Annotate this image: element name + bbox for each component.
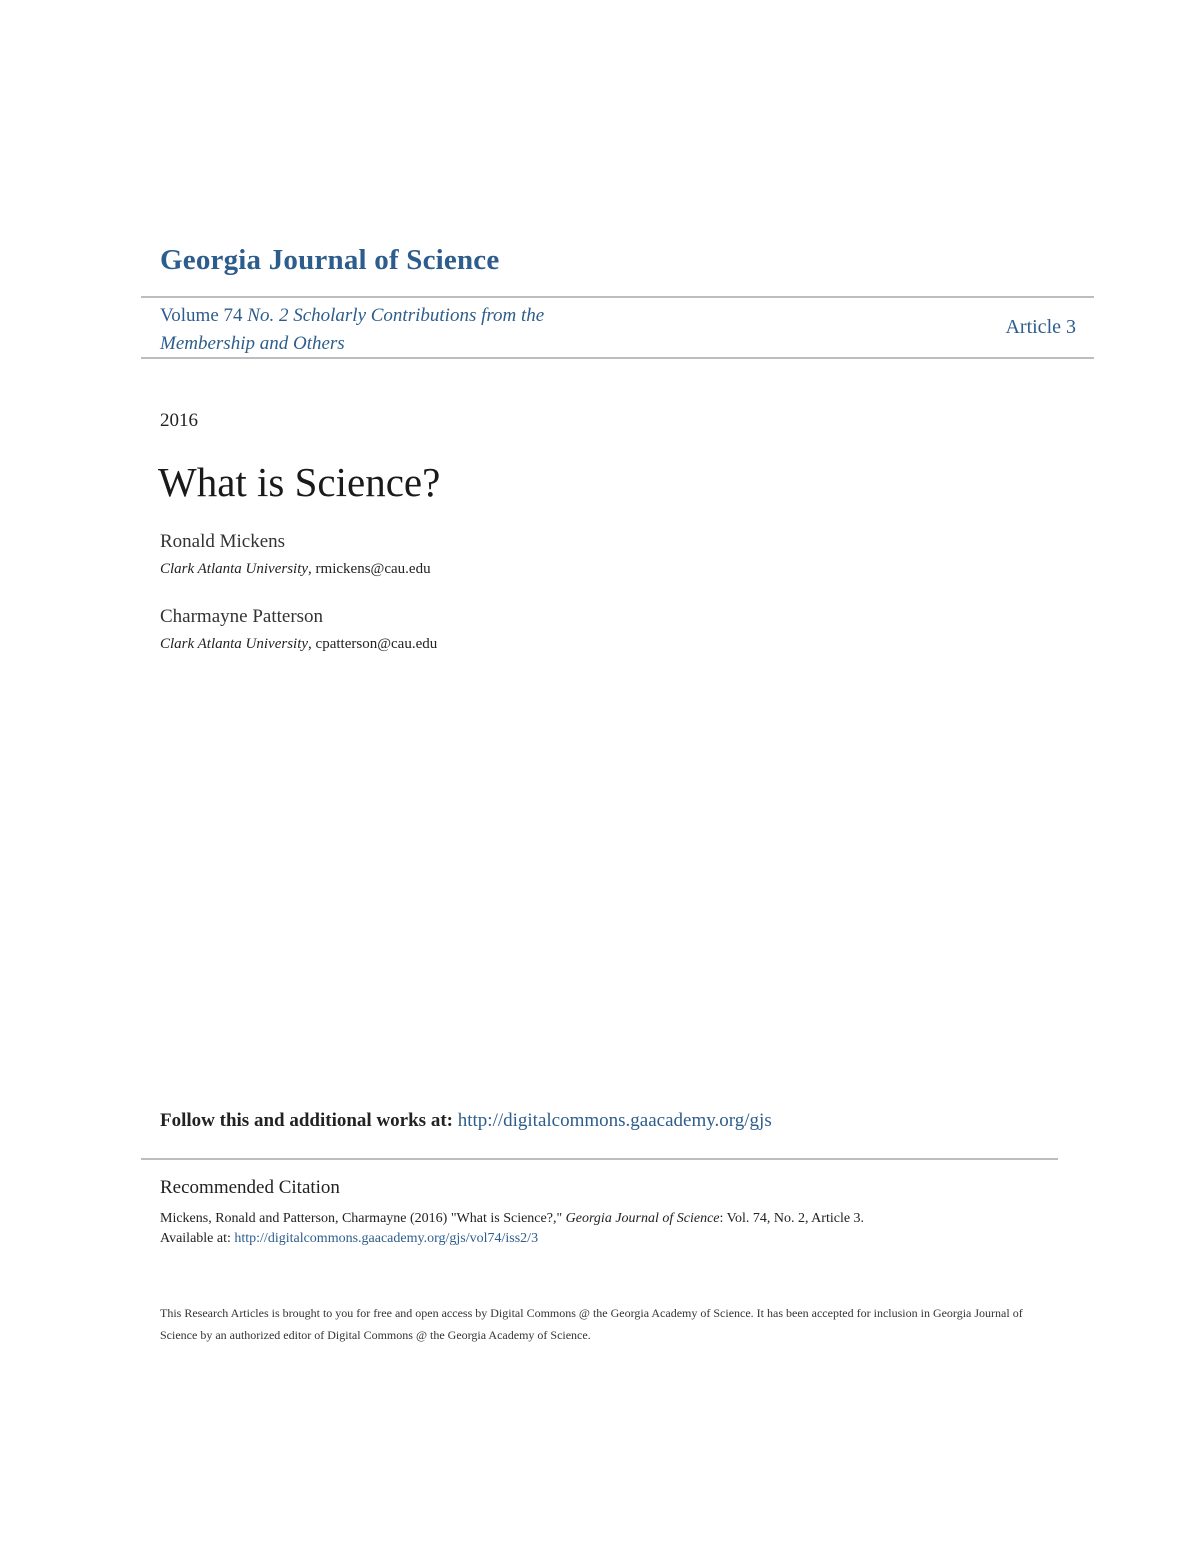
article-title: What is Science? [158,459,441,505]
author-affiliation [160,636,437,653]
available-label: Available at: [160,1231,235,1246]
issue-link[interactable]: No. 2 Scholarly Contributions from the Membership and Others [160,305,545,354]
publication-year: 2016 [160,410,198,431]
author-email[interactable]: , cpatterson@cau.edu [308,636,438,652]
issue-line[interactable] [160,302,640,358]
author-institution: Clark Atlanta University [160,561,309,577]
citation-authors: Mickens, Ronald and Patterson, Charmayne (2016) "What is Science?," [160,1211,566,1226]
citation-rule [141,1158,1058,1160]
author-institution: Clark Atlanta University [160,636,309,652]
volume-link[interactable]: Volume 74 [160,305,243,326]
follow-label: Follow this and additional works at: [160,1110,458,1131]
citation-journal: Georgia Journal of Science [565,1211,720,1226]
header-top-rule [141,296,1094,298]
journal-title[interactable]: Georgia Journal of Science [160,244,500,276]
author-email[interactable]: , rmickens@cau.edu [308,561,431,577]
follow-url-link[interactable]: http://digitalcommons.gaacademy.org/gjs [457,1110,772,1131]
citation-heading: Recommended Citation [160,1177,340,1198]
article-number[interactable]: Article 3 [1005,316,1076,338]
author-affiliation [160,561,431,578]
citation-text [160,1209,1060,1249]
citation-volume: : Vol. 74, No. 2, Article 3. [719,1211,865,1226]
available-url-link[interactable]: http://digitalcommons.gaacademy.org/gjs/vol74/iss2/3 [234,1231,539,1246]
access-notice: This Research Articles is brought to you for free and open access by Digital Commons @ the Georgia Academy of Science. It has been accepted for inclusion in Georgia Journal of Science by an authorized editor of Digital Commons @ the Georgia Academy of Science. [160,1306,1023,1342]
header-bottom-rule [141,357,1094,359]
author-name: Charmayne Patterson [160,606,324,627]
follow-line [160,1110,772,1132]
author-name: Ronald Mickens [160,531,286,552]
